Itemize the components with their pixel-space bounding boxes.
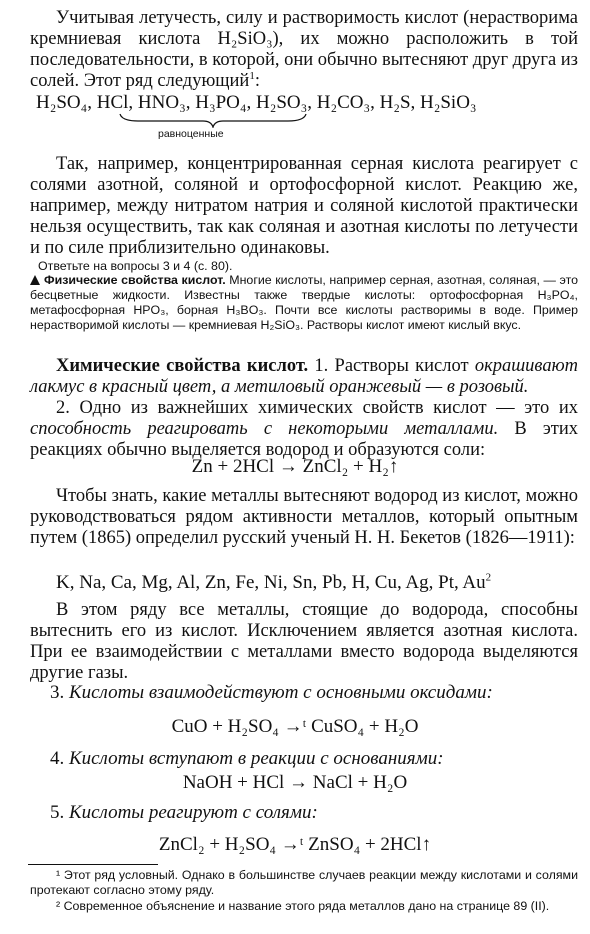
paragraph-beketov: Чтобы знать, какие металлы вытесняют водород из кислот, можно руководствоваться рядом активности металлов, который опытным путем (1865) определил русский ученый Н. Н. Бекетов (1826—1911): xyxy=(30,486,578,548)
item-4-text: Кислоты вступают в реакции с основаниями: xyxy=(69,748,444,769)
metal-activity-series xyxy=(56,572,590,594)
paragraph-acid-order-text: Учитывая летучесть, силу и растворимость кислот (нерастворима кремниевая кислота H₂SiO₃), их можно расположить в той последовательности, в которой, они обычно вытесняют друг друга из солей. Этот ряд следующий xyxy=(30,8,578,91)
equivalent-label: равноценные xyxy=(158,128,224,140)
footnote-ref-2: 2 xyxy=(485,571,492,584)
chemical-properties-title: Химические свойства кислот. xyxy=(56,356,309,376)
physical-properties-block xyxy=(30,273,578,333)
item-5-number: 5. xyxy=(50,802,65,823)
item-4-number: 4. xyxy=(50,748,65,769)
equation-zinc-hcl: Zn + 2HCl → ZnCl₂ + H₂↑ xyxy=(191,456,399,477)
questions-note: Ответьте на вопросы 3 и 4 (с. 80). xyxy=(38,259,233,273)
item-3 xyxy=(50,682,590,704)
chem-2-text: 2. Одно из важнейших химических свойств кислот — это их xyxy=(56,398,578,418)
equation-naoh: NaOH + HCl → NaCl + H₂O xyxy=(182,772,408,793)
item-3-text: Кислоты взаимодействуют с основными оксидами: xyxy=(69,682,493,703)
chem-1-text: 1. Растворы кислот xyxy=(308,356,475,376)
chemical-properties-1 xyxy=(30,356,578,398)
paragraph-acid-order: Учитывая летучесть, силу и растворимость кислот (нерастворима кремниевая кислота H₂SiO₃), их можно расположить в той последовательности, в которой, они обычно вытесняют друг друга из солей. Этот ряд следующий$^1$: xyxy=(30,8,578,91)
item-5-text: Кислоты реагируют с солями: xyxy=(69,802,318,823)
item-3-number: 3. xyxy=(50,682,65,703)
equation-cuo: CuO + H₂SO₄ →ᵗ CuSO₄ + H₂O xyxy=(171,716,419,737)
physical-properties-text: Многие кислоты, например серная, азотная, соляная, — это бесцветные жидкости. Известны также твердые кислоты: ортофосфорная H₃PO₄, метафосфорная HPO₃, борная H₃BO₃. Почти все кислоты растворимы в воде. Пример нерастворимой кислоты — кремниевая H₂SiO₃. Растворы кислот имеют кислый вкус. xyxy=(30,273,579,332)
equivalence-brace-icon xyxy=(118,112,308,128)
chem-1-italic: окрашивают лакмус в красный цвет, а метиловый оранжевый — в розовый. xyxy=(30,356,578,397)
item-4 xyxy=(50,748,590,770)
chemical-properties-2 xyxy=(30,398,578,461)
paragraph-example: Так, например, концентрированная серная кислота реагирует с солями азотной, соляной и ортофосфорной кислот. Реакцию же, например, между нитратом натрия и соляной кислотой практически нельзя осуществить, так как соляная и азотная кислоты по летучести и по силе приблизительно одинаковы. xyxy=(30,154,578,258)
footnote-1: ¹ Этот ряд условный. Однако в большинстве случаев реакции между кислотами и солями протекают согласно этому ряду. xyxy=(30,868,578,897)
footnote-ref-1: 1 xyxy=(249,69,255,82)
chem-2-italic: способность реагировать с некоторыми металлами. xyxy=(30,419,499,439)
item-5 xyxy=(50,802,590,824)
chem-2-text-end: В этих реакциях обычно выделяется водород и образуются соли: xyxy=(30,419,579,460)
footnote-2: ² Современное объяснение и название этого ряда металлов дано на странице 89 (II). xyxy=(56,899,550,913)
metal-activity-series-text: K, Na, Ca, Mg, Al, Zn, Fe, Ni, Sn, Pb, H, Cu, Ag, Pt, Au xyxy=(56,572,486,593)
acid-series: H₂SO₄, HCl, HNO₃, H₃PO₄, H₂SO₃, H₂CO₃, H₂S, H₂SiO₃ xyxy=(36,92,477,113)
paragraph-exception: В этом ряду все металлы, стоящие до водорода, способны вытеснить его из кислот. Исключением является азотная кислота. При ее взаимодействии с металлами вместо водорода выделяются другие газы. xyxy=(30,600,578,683)
section-marker-triangle-icon xyxy=(30,275,40,285)
footnote-divider xyxy=(28,864,158,865)
physical-properties-title: Физические свойства кислот. xyxy=(44,273,226,287)
equation-zncl2: ZnCl₂ + H₂SO₄ →ᵗ ZnSO₄ + 2HCl↑ xyxy=(158,834,432,855)
